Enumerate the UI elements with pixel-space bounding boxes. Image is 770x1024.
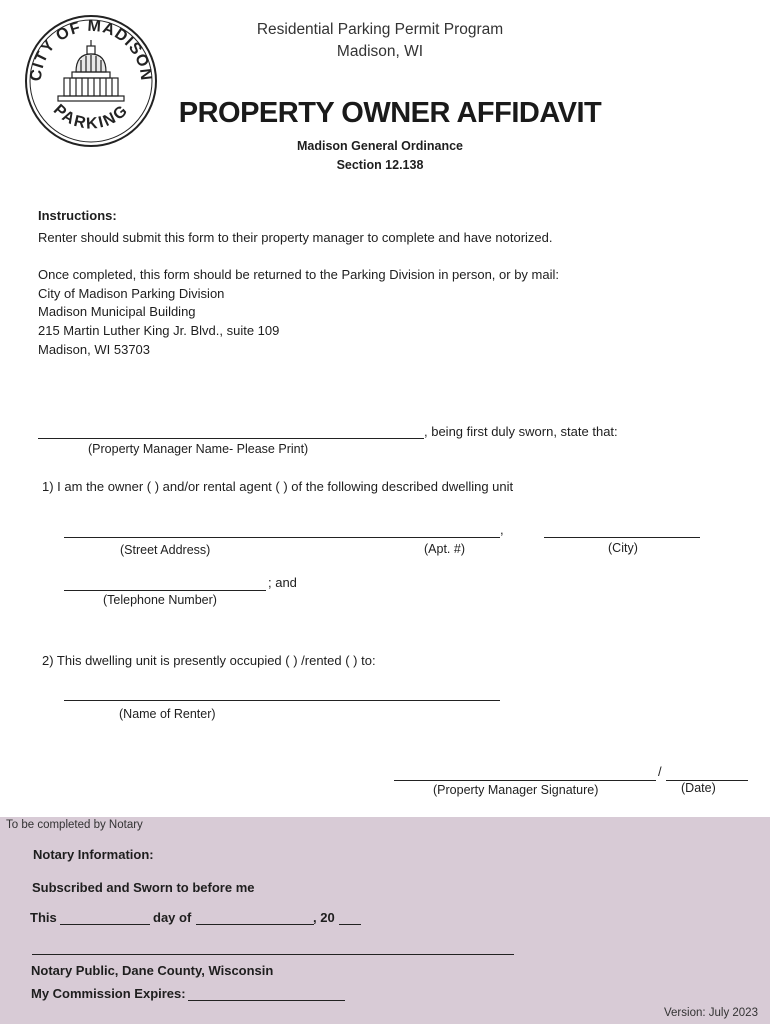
and-text: ; and [268, 575, 297, 590]
year-field[interactable] [339, 924, 361, 925]
instructions-heading: Instructions: [38, 208, 117, 223]
address-line: 215 Martin Luther King Jr. Blvd., suite 109 [38, 323, 280, 338]
seal-top-text: CITY OF MADISON [27, 17, 155, 83]
day-field[interactable] [60, 924, 150, 925]
notary-public-text: Notary Public, Dane County, Wisconsin [31, 963, 274, 978]
manager-name-label: (Property Manager Name- Please Print) [88, 442, 309, 456]
renter-name-field[interactable] [64, 700, 500, 701]
city-of-madison-parking-seal [24, 14, 158, 148]
address-line: Madison Municipal Building [38, 304, 196, 319]
subscribed-text: Subscribed and Sworn to before me [32, 880, 255, 895]
street-address-field[interactable] [64, 537, 500, 538]
city-label: (City) [608, 541, 638, 555]
year-prefix: , 20 [313, 910, 335, 925]
instructions-text: Renter should submit this form to their property manager to complete and have notorized. [38, 230, 553, 245]
comma: , [500, 522, 504, 537]
manager-name-field[interactable] [38, 438, 424, 439]
notary-section [0, 817, 770, 1024]
date-label: (Date) [681, 781, 716, 795]
this-text: This [30, 910, 57, 925]
ordinance-section: Section 12.138 [336, 158, 424, 172]
signature-label: (Property Manager Signature) [433, 783, 599, 797]
commission-text: My Commission Expires: [31, 986, 186, 1001]
notary-signature-field[interactable] [32, 954, 514, 955]
commission-expires-field[interactable] [188, 1000, 345, 1001]
month-field[interactable] [196, 924, 314, 925]
notary-band-label: To be completed by Notary [6, 819, 143, 831]
signature-field[interactable] [394, 780, 656, 781]
telephone-label: (Telephone Number) [103, 593, 217, 607]
page-title: PROPERTY OWNER AFFIDAVIT [178, 97, 602, 129]
ordinance-title: Madison General Ordinance [296, 139, 463, 153]
program-city: Madison, WI [336, 43, 424, 60]
program-name: Residential Parking Permit Program [256, 21, 504, 38]
seal-bottom-text: PARKING [49, 101, 133, 133]
version-text: Version: July 2023 [664, 1007, 758, 1019]
telephone-field[interactable] [64, 590, 266, 591]
notary-heading: Notary Information: [33, 847, 154, 862]
city-field[interactable] [544, 537, 700, 538]
apt-label: (Apt. #) [424, 542, 465, 556]
slash: / [658, 764, 662, 779]
renter-name-label: (Name of Renter) [119, 707, 216, 721]
sworn-statement: , being first duly sworn, state that: [424, 424, 618, 439]
return-instructions: Once completed, this form should be returned to the Parking Division in person, or by mail: [38, 267, 559, 282]
day-of-text: day of [153, 910, 192, 925]
street-address-label: (Street Address) [120, 543, 211, 557]
occupancy-statement: 2) This dwelling unit is presently occupied ( ) /rented ( ) to: [42, 653, 376, 668]
address-line: City of Madison Parking Division [38, 286, 225, 301]
owner-statement: 1) I am the owner ( ) and/or rental agent ( ) of the following described dwelling unit [42, 479, 514, 494]
address-line: Madison, WI 53703 [38, 342, 151, 357]
